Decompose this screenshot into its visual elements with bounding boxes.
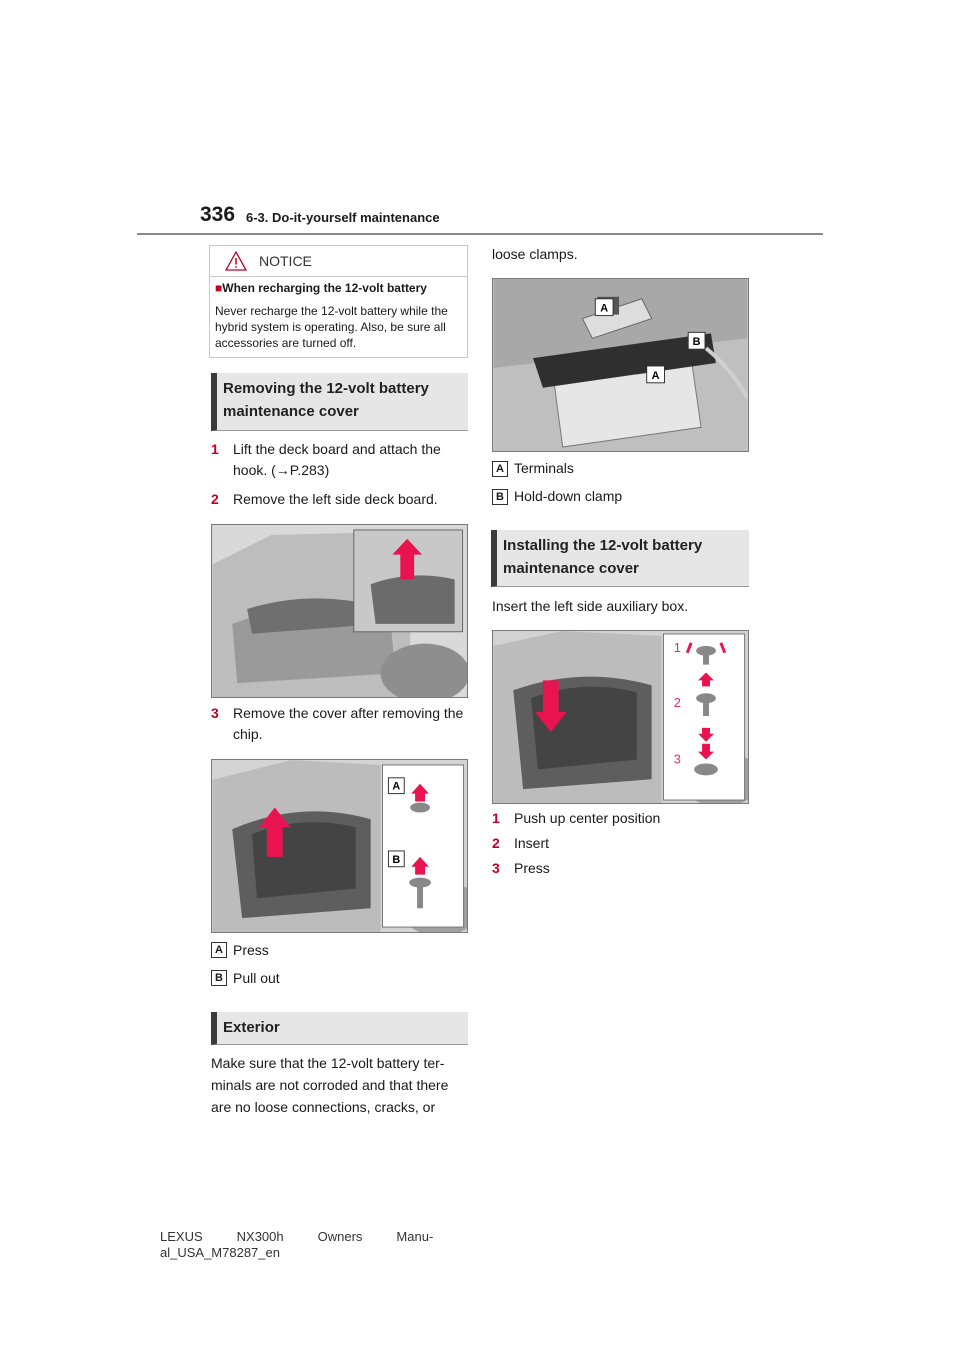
step-item [492, 808, 749, 829]
section-heading-installing: Installing the 12-volt battery maintenance cover [491, 530, 749, 587]
step-number: 1 [211, 441, 219, 457]
callout-text: Press [233, 942, 269, 958]
notice-subheading-text: When recharging the 12-volt battery [222, 281, 427, 295]
step-text: Lift the deck board and attach the hook. (→P.283) [233, 441, 441, 478]
warning-icon [225, 251, 247, 271]
callout-a: A [492, 461, 508, 477]
installing-intro: Insert the left side auxiliary box. [492, 598, 689, 614]
callout-text: Terminals [514, 460, 574, 476]
callout-b: B [211, 970, 227, 986]
step-number: 1 [492, 810, 500, 826]
section-title: 6-3. Do-it-yourself maintenance [246, 210, 440, 225]
callout-a: A [211, 942, 227, 958]
figure-label-a: A [392, 780, 401, 793]
footer-code: al_USA_M78287_en [160, 1245, 280, 1260]
footer-model: NX300h [236, 1229, 284, 1244]
notice-title: NOTICE [259, 253, 312, 269]
step-item [211, 703, 467, 745]
figure-step-2: 2 [673, 695, 681, 711]
step-text: Insert [514, 835, 550, 851]
callout-text: Pull out [233, 970, 280, 986]
notice-divider [210, 276, 467, 277]
step-number: 3 [492, 860, 500, 876]
footer [160, 1229, 433, 1261]
figure-label-a: A [600, 302, 609, 315]
figure-label-b: B [692, 336, 701, 349]
step-text: Push up center position [514, 810, 661, 826]
footer-brand: LEXUS [160, 1229, 203, 1244]
figure-installing [492, 630, 749, 804]
step-number: 2 [492, 835, 500, 851]
step-text: Remove the left side deck board. [233, 491, 438, 507]
step-item [492, 833, 749, 854]
step-number: 2 [211, 491, 219, 507]
figure-step-1: 1 [673, 639, 681, 655]
callout-text: Hold-down clamp [514, 488, 623, 504]
step-text: Remove the cover after removing the chip. [233, 705, 464, 742]
exterior-body-continued: loose clamps. [492, 246, 578, 262]
notice-body: Never recharge the 12-volt battery while the hybrid system is operating. Also, be sure all accessories are turned off. [215, 304, 448, 350]
exterior-body: Make sure that the 12-volt battery ter-minals are not corroded and that there are no loose connections, cracks, or [211, 1055, 449, 1115]
figure-cover-removal [211, 759, 468, 933]
header-divider [137, 233, 823, 235]
figure-battery [492, 278, 749, 452]
footer-word: Owners [317, 1229, 363, 1244]
callout-b: B [492, 489, 508, 505]
step-number: 3 [211, 705, 219, 721]
figure-step-3: 3 [673, 751, 681, 767]
square-bullet-icon: ■ [215, 281, 223, 295]
footer-word: Manu- [396, 1229, 434, 1244]
figure-label-b: B [392, 853, 401, 866]
section-heading-exterior: Exterior [211, 1012, 468, 1045]
figure-label-a: A [651, 369, 660, 382]
figure-deck-board [211, 524, 468, 698]
step-item [211, 439, 467, 481]
step-item [211, 489, 467, 510]
page-number: 336 [200, 203, 236, 226]
section-heading-removing: Removing the 12-volt battery maintenance cover [211, 373, 468, 431]
notice-subheading [215, 281, 427, 295]
step-item [492, 858, 749, 879]
step-text: Press [514, 860, 550, 876]
